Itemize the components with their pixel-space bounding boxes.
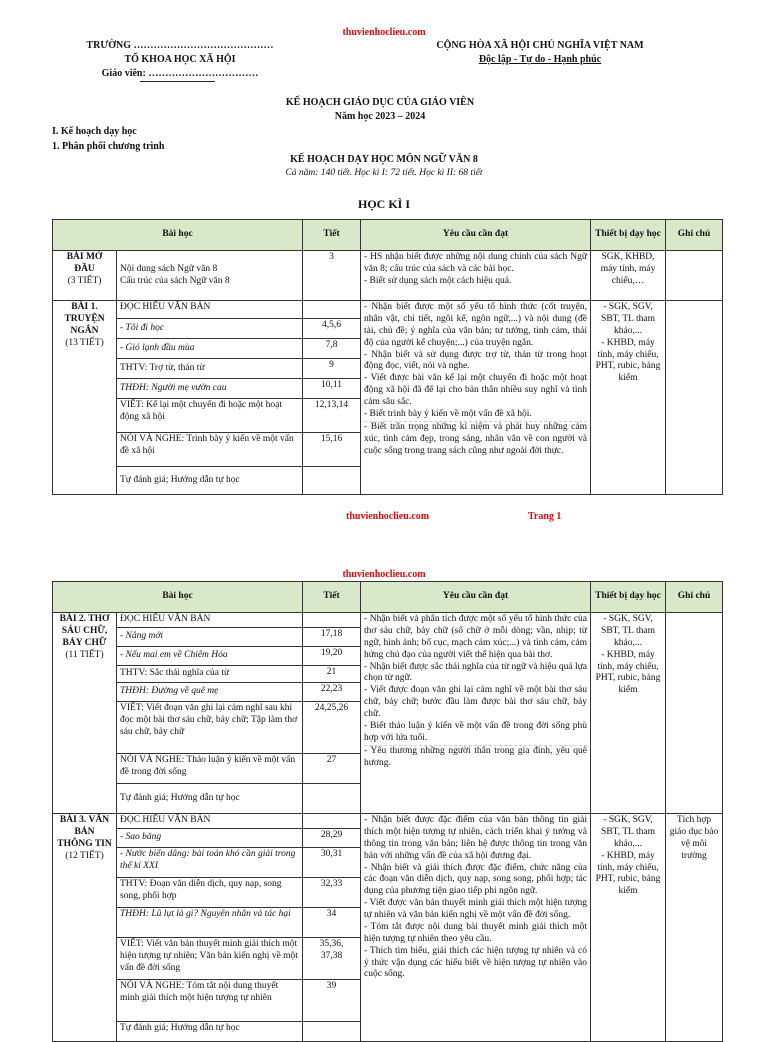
periods-cell: 19,20 [303, 647, 361, 666]
col-notes: Ghi chú [666, 582, 723, 613]
requirement-item: - Nhận biết được đặc điểm của văn bản thông tin giải thích một hiện tượng tự nhiên, cách triển khai ý tưởng và thông tin trong văn bản; liên hệ được thông tin trong văn bản với những vấn đề của xã hội đương đại. [364, 815, 588, 861]
requirement-item: - Viết được đoạn văn ghi lại cảm nghĩ về một bài thơ sáu chữ, bảy chữ; bước đầu làm được bài thơ sáu chữ, bảy chữ. [364, 685, 588, 719]
content-cell: - Gió lạnh đầu mùa [117, 339, 303, 359]
lesson-cell [53, 613, 117, 814]
requirement-cell: - HS nhận biết được những nội dung chính của sách Ngữ văn 8; cấu trúc của sách và các bài học. - Biết sử dụng sách một cách hiệu quả. [361, 251, 591, 301]
content-cell: VIẾT: Kể lại một chuyến đi hoặc một hoạt động xã hội [117, 399, 303, 433]
periods-cell [303, 467, 361, 495]
equipment-item: - KHBD, máy tính, máy chiếu, PHT, rubic, bảng kiểm [595, 850, 661, 897]
periods-cell: 28,29 [303, 829, 361, 848]
equipment-item: - SGK, SGV, SBT, TL tham khảo,... [601, 302, 655, 336]
requirement-item: - Yêu thương những người thân trong gia đình, yêu quê hương. [364, 745, 588, 768]
col-requirements: Yêu cầu cần đạt [361, 220, 591, 251]
periods-cell: 17,18 [303, 628, 361, 647]
footer-site: thuvienhoclieu.com [346, 511, 430, 522]
lesson-cell [53, 301, 117, 495]
periods-cell: 4,5,6 [303, 319, 361, 339]
content-cell: ĐỌC HIỂU VĂN BẢN [117, 814, 303, 829]
requirement-item: - Nhận biết và phân tích được một số yếu tố hình thức của thơ sáu chữ, bảy chữ (số chữ ở mỗi dòng; vần, nhịp; từ ngữ, hình ảnh; bố cục, mạch cảm xúc;...) và tình cảm, cảm hứng chủ đạo của người viết thể hiện qua bài thơ. [364, 614, 588, 660]
periods-cell: 24,25,26 [303, 702, 361, 754]
periods-cell: 10,11 [303, 379, 361, 399]
equipment-cell [591, 814, 666, 1042]
country-name: CỘNG HÒA XÃ HỘI CHỦ NGHĨA VIỆT NAM [436, 40, 644, 51]
note-cell [666, 613, 723, 814]
plan-title: KẾ HOẠCH DẠY HỌC MÔN NGỮ VĂN 8 [290, 154, 478, 165]
section-heading-1: I. Kế hoạch dạy học [52, 126, 137, 137]
col-lesson: Bài học [53, 220, 303, 251]
lesson-periods: (3 TIẾT) [67, 275, 102, 286]
col-periods: Tiết [303, 220, 361, 251]
content-text: THĐH: Người mẹ vườn cau [120, 382, 227, 393]
requirement-item: - Biết thảo luận ý kiến về một vấn đề trong đời sống phù hợp với lứa tuổi. [364, 720, 588, 743]
footer-page-number: Trang 1 [528, 511, 562, 522]
content-cell: NÓI VÀ NGHE: Thảo luận ý kiến về một vấn đề trong đời sống [117, 754, 303, 784]
requirement-item: - Viết được văn bản thuyết minh giải thích một hiện tượng tự nhiên và văn bản kiến nghị về một vấn đề đời sống. [364, 898, 588, 920]
requirement-cell [361, 613, 591, 814]
table-header-row [53, 582, 723, 613]
col-equipment: Thiết bị dạy học [591, 220, 666, 251]
document-title: KẾ HOẠCH GIÁO DỤC CỦA GIÁO VIÊN [285, 97, 475, 108]
lesson-name: BÀI 1. TRUYỆN NGẮN [64, 302, 105, 336]
periods-cell: 15,16 [303, 433, 361, 467]
lesson-cell [53, 251, 117, 301]
content-cell [117, 683, 303, 702]
note-cell: Tích hợp giáo dục bảo vệ môi trường [666, 814, 723, 1042]
equipment-item: - SGK, SGV, SBT, TL tham khảo,... [601, 815, 655, 849]
equipment-item: - SGK, SGV, SBT, TL tham khảo,... [601, 614, 655, 648]
lesson-name: BÀI 3. VĂN BẢN THÔNG TIN [57, 815, 112, 849]
lesson-periods: (13 TIẾT) [65, 337, 104, 348]
lesson-cell [53, 814, 117, 1042]
content-cell: THTV: Đoạn văn diễn dịch, quy nạp, song song, phối hợp [117, 878, 303, 908]
table-row [53, 814, 723, 829]
content-text: THĐH: Lũ lụt là gì? Nguyên nhân và tác hại [120, 909, 291, 919]
content-cell: THTV: Trợ từ, thán từ [117, 359, 303, 379]
semester-heading: HỌC KÌ I [357, 197, 410, 211]
national-motto: Độc lập - Tự do - Hạnh phúc [478, 54, 602, 65]
requirement-item: - Biết trân trọng những kỉ niệm và phát huy những cảm xúc, tình cảm đẹp, trong sáng, nhân văn về con người và cuộc sống trong trang sách cũng như ngoài đời thực. [364, 421, 588, 456]
col-equipment: Thiết bị dạy học [591, 582, 666, 613]
periods-cell: 9 [303, 359, 361, 379]
requirement-item: - Biết trình bày ý kiến về một vấn đề xã hội. [364, 408, 532, 419]
content-cell: NÓI VÀ NGHE: Tóm tắt nội dung thuyết minh giải thích một hiện tượng tự nhiên [117, 980, 303, 1022]
table-header-row [53, 220, 723, 251]
table-row [53, 613, 723, 628]
periods-cell: 32,33 [303, 878, 361, 908]
col-lesson: Bài học [53, 582, 303, 613]
plan-table-2 [52, 581, 723, 1042]
requirement-item: - Nhận biết được một số yếu tố hình thức (cốt truyện, nhân vật, chi tiết, ngôi kể, ngôn ngữ,...) và nội dung (đề tài, chủ đề; ý nghĩa của văn bản; tư tưởng, tình cảm, thái độ của người kể chuyện;...) của truyện ngắn. [364, 302, 588, 348]
periods-cell: 27 [303, 754, 361, 784]
periods-cell [303, 1022, 361, 1042]
site-tld: .com [405, 27, 426, 38]
col-notes: Ghi chú [666, 220, 723, 251]
site-name: thuvienhoclieu [342, 27, 406, 38]
content-cell: ĐỌC HIỂU VĂN BẢN [117, 301, 303, 319]
equipment-item: - KHBD, máy tính, máy chiếu, PHT, rubic, bảng kiểm [595, 337, 661, 384]
table-row [53, 251, 723, 301]
section-heading-1-1: 1. Phân phối chương trình [52, 141, 165, 152]
lesson-periods: (11 TIẾT) [65, 649, 104, 660]
requirement-item: - Nhận biết và giải thích được đặc điểm, chức năng của các đoạn văn diễn dịch, quy nạp, song song, phối hợp; tác dụng của phương tiện giao tiếp phi ngôn ngữ. [364, 862, 588, 897]
col-periods: Tiết [303, 582, 361, 613]
equipment-cell [591, 301, 666, 495]
site-name: thuvienhoclieu.com [342, 569, 426, 580]
lesson-periods: (12 TIẾT) [65, 850, 104, 861]
requirement-item: - Nhận biết và sử dụng được trợ từ, thán từ trong hoạt động đọc, viết, nói và nghe. [364, 349, 588, 372]
equipment-cell: SGK, KHBD, máy tính, máy chiếu,… [591, 251, 666, 301]
lesson-name: BÀI 2. THƠ SÁU CHỮ, BẢY CHỮ [59, 614, 110, 648]
content-cell: VIẾT: Viết văn bản thuyết minh giải thích một hiện tượng tự nhiên; Văn bản kiến nghị về một vấn đề đời sống [117, 938, 303, 980]
periods-cell: 7,8 [303, 339, 361, 359]
site-watermark-top [0, 27, 768, 38]
content-text: THĐH: Đường về quê mẹ [120, 686, 219, 697]
requirement-item: - Nhận biết được sắc thái nghĩa của từ ngữ và hiệu quả lựa chọn từ ngữ. [364, 661, 588, 684]
content-cell: Nội dung sách Ngữ văn 8 Cấu trúc của sách Ngữ văn 8 [117, 251, 303, 301]
content-cell: Tự đánh giá; Hướng dẫn tự học [117, 467, 303, 495]
periods-cell [303, 784, 361, 814]
requirement-cell [361, 301, 591, 495]
equipment-cell [591, 613, 666, 814]
periods-cell: 22,23 [303, 683, 361, 702]
content-cell: - Nếu mai em về Chiêm Hóa [117, 647, 303, 666]
periods-cell [303, 301, 361, 319]
periods-cell: 21 [303, 666, 361, 683]
site-watermark-page2 [0, 569, 768, 580]
content-cell: - Tôi đi học [117, 319, 303, 339]
table-row [53, 301, 723, 319]
content-cell: Tự đánh giá; Hướng dẫn tự học [117, 1022, 303, 1042]
content-cell: - Nước biển dâng: bài toán khó cần giải trong thế kỉ XXI [117, 848, 303, 878]
note-cell [666, 251, 723, 301]
periods-cell [303, 613, 361, 628]
content-cell: Tự đánh giá; Hướng dẫn tự học [117, 784, 303, 814]
plan-table-1 [52, 219, 723, 495]
school-line: TRƯỜNG …………………………………… [86, 40, 274, 51]
content-cell: THTV: Sắc thái nghĩa của từ [117, 666, 303, 683]
periods-cell: 35,36, 37,38 [303, 938, 361, 980]
requirement-item: - Thích tìm hiểu, giải thích các hiện tượng tự nhiên và có ý thức vận dụng các hiểu biết về hiện tượng tự nhiên vào cuộc sống. [364, 945, 588, 980]
col-requirements: Yêu cầu cần đạt [361, 582, 591, 613]
content-cell [117, 908, 303, 938]
lesson-name: BÀI MỞ ĐẦU [66, 252, 103, 274]
periods-cell: 3 [303, 251, 361, 301]
content-cell: - Sao băng [117, 829, 303, 848]
school-year: Năm học 2023 – 2024 [334, 111, 426, 122]
department-name: TỔ KHOA HỌC XÃ HỘI [124, 54, 236, 65]
note-cell [666, 301, 723, 495]
periods-cell: 39 [303, 980, 361, 1022]
teacher-line: Giáo viên: …………………………… [101, 68, 259, 79]
header-underline-left [140, 81, 215, 82]
periods-cell [303, 814, 361, 829]
content-cell [117, 379, 303, 399]
content-cell: VIẾT: Viết đoạn văn ghi lại cảm nghĩ sau khi đọc một bài thơ sáu chữ, bảy chữ; Tập làm thơ sáu chữ, bảy chữ [117, 702, 303, 754]
content-cell: - Nắng mới [117, 628, 303, 647]
periods-cell: 34 [303, 908, 361, 938]
requirement-item: - Tóm tắt được nội dung bài thuyết minh giải thích một hiện tượng tự nhiên theo yêu cầu. [364, 921, 588, 944]
requirement-item: - Viết được bài văn kể lại một chuyến đi hoặc một hoạt động xã hội đã để lại cho bản thân nhiều suy nghĩ và tình cảm sâu sắc. [364, 373, 588, 407]
periods-cell: 30,31 [303, 848, 361, 878]
requirement-cell [361, 814, 591, 1042]
equipment-item: - KHBD, máy tính, máy chiếu, PHT, rubic, bảng kiểm [595, 649, 661, 696]
content-cell: NÓI VÀ NGHE: Trình bày ý kiến về một vấn đề xã hội [117, 433, 303, 467]
periods-cell: 12,13,14 [303, 399, 361, 433]
plan-subtitle: Cả năm: 140 tiết. Học kì I: 72 tiết. Học kì II: 68 tiết [285, 168, 483, 178]
content-cell: ĐỌC HIỂU VĂN BẢN [117, 613, 303, 628]
